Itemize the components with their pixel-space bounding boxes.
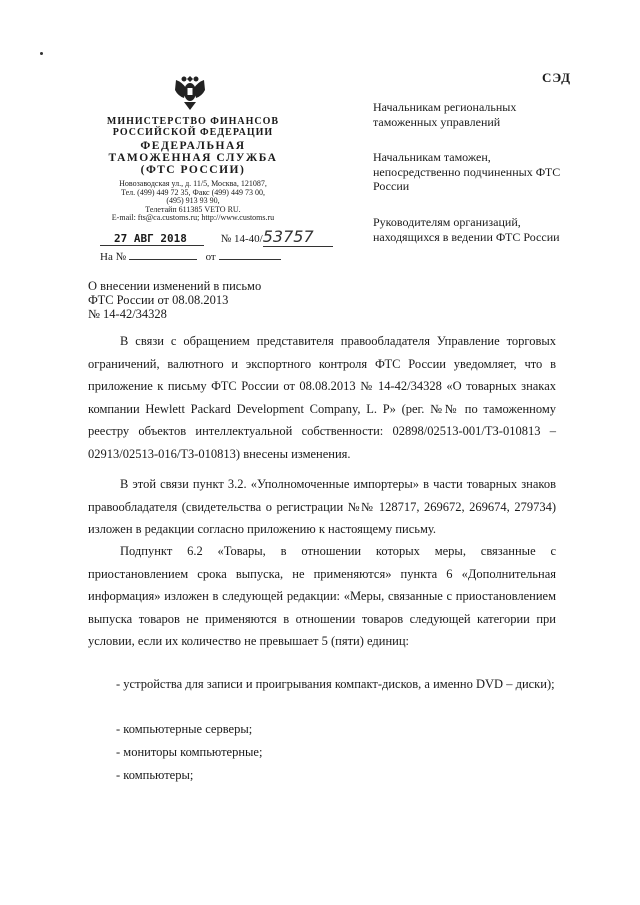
service-line: ФЕДЕРАЛЬНАЯ bbox=[140, 140, 246, 152]
contact-line: (495) 913 93 90, bbox=[166, 196, 220, 205]
list-item: - компьютерные серверы; bbox=[116, 722, 253, 736]
ref-number-blank bbox=[129, 259, 197, 260]
subject-line: ФТС России от 08.08.2013 bbox=[88, 293, 229, 307]
recipient: Руководителям организаций, находящихся в ведении ФТС России bbox=[373, 215, 560, 244]
subject-line: О внесении изменений в письмо bbox=[88, 279, 262, 293]
contact-line: Новозаводская ул., д. 11/5, Москва, 121087, bbox=[119, 179, 267, 188]
recipient: Начальникам региональных таможенных управлений bbox=[373, 100, 517, 129]
registration-number: 53757 bbox=[263, 227, 333, 247]
contact-line: Тел. (499) 449 72 35, Факс (499) 449 73 00, bbox=[121, 187, 265, 197]
ministry-line: МИНИСТЕРСТВО ФИНАНСОВ bbox=[106, 116, 280, 127]
service-line: (ФТС РОССИИ) bbox=[140, 164, 246, 176]
reference-row bbox=[100, 251, 281, 263]
ministry-line: РОССИЙСКОЙ ФЕДЕРАЦИИ bbox=[112, 127, 274, 138]
registration-date: 27 АВГ 2018 bbox=[100, 232, 204, 246]
recipient: Начальникам таможен, непосредственно подчиненных ФТС России bbox=[373, 150, 561, 193]
list-item: - устройства для записи и проигрывания компакт-дисков, а именно DVD – диски); bbox=[116, 677, 555, 691]
body-paragraph bbox=[88, 540, 556, 653]
sed-mark: СЭД bbox=[542, 70, 572, 85]
contact-block bbox=[98, 180, 288, 223]
from-date-blank bbox=[219, 259, 281, 260]
paragraph-text: Подпункт 6.2 «Товары, в отношении которых меры, связанные с приостановлением срока выпуска, не применяются» пункта 6 «Дополнительная информация» изложен в следующей редакции: «Меры, связанные с приостановлением выпуска товаров не применяются в отношении товаров следующей категории при условии, если их количество не превышает 5 (пяти) единиц: bbox=[88, 544, 556, 648]
service-line: ТАМОЖЕННАЯ СЛУЖБА bbox=[108, 152, 278, 164]
service-name bbox=[98, 140, 288, 176]
coat-of-arms-icon bbox=[168, 70, 212, 114]
ref-label: На № bbox=[100, 251, 127, 263]
ministry-name bbox=[98, 116, 288, 138]
paragraph-text: В связи с обращением представителя правообладателя Управление торговых ограничений, валютного и экспортного контроля ФТС России уведомляет, что в приложение к письму ФТС России от 08.08.2013 № 14-42/34328 «О товарных знаках компании Hewlett Packard Development Company, L. P» (рег. №№ по таможенному реестру объектов интеллектуальной собственности: 02898/02513-001/ТЗ-010813 – 02913/02513-016/ТЗ-010813) внесены изменения. bbox=[88, 334, 556, 461]
registration-row bbox=[100, 227, 333, 247]
from-label: от bbox=[205, 251, 216, 263]
body-paragraph bbox=[88, 330, 556, 465]
scan-dot bbox=[40, 52, 43, 55]
body-paragraph bbox=[88, 473, 556, 541]
list-item: - мониторы компьютерные; bbox=[116, 745, 263, 759]
subject-line: № 14-42/34328 bbox=[88, 307, 167, 321]
list-item: - компьютеры; bbox=[116, 768, 194, 782]
number-prefix: № 14-40/ bbox=[220, 233, 263, 245]
paragraph-text: В этой связи пункт 3.2. «Уполномоченные импортеры» в части товарных знаков правообладателя (свидетельства о регистрации №№ 128717, 269672, 269674, 279734) изложен в редакции согласно приложению к настоящему письму. bbox=[88, 477, 556, 536]
contact-line: Телетайп 611385 VETO RU. bbox=[145, 204, 241, 214]
subject bbox=[88, 279, 261, 321]
contact-line: E-mail: fts@ca.customs.ru; http://www.customs.ru bbox=[111, 213, 275, 222]
